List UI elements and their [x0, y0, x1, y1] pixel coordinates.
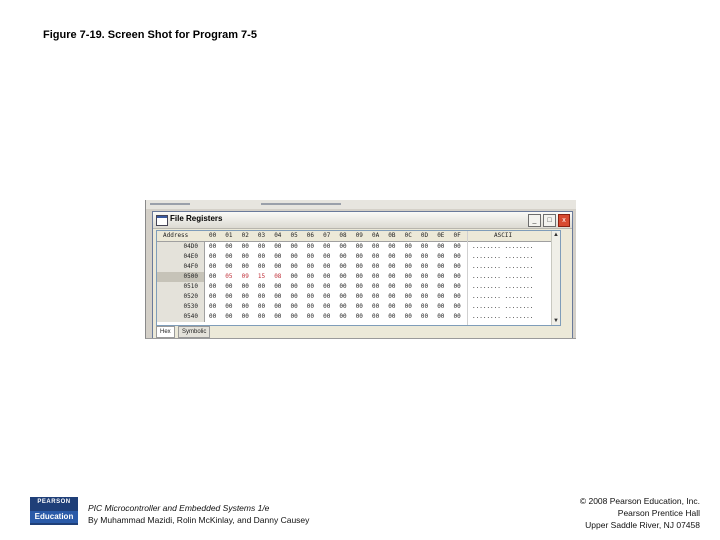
table-row[interactable] [157, 242, 560, 252]
row-address[interactable]: 0500 [157, 272, 205, 282]
grid-header [157, 231, 560, 242]
row-address[interactable]: 0520 [157, 292, 205, 302]
register-cell[interactable]: 00 [323, 273, 331, 280]
register-cell[interactable]: 00 [453, 293, 461, 300]
scroll-up-icon[interactable]: ▲ [553, 232, 559, 238]
ascii-cell: ........ ........ [472, 313, 534, 320]
register-cell[interactable]: 00 [453, 243, 461, 250]
register-cell[interactable]: 00 [372, 243, 380, 250]
header-col: 0C [404, 232, 412, 239]
register-cell[interactable]: 00 [355, 283, 363, 290]
register-cell[interactable]: 00 [420, 303, 429, 310]
register-cell[interactable]: 00 [339, 263, 347, 270]
register-cell[interactable]: 00 [257, 313, 266, 320]
register-cell[interactable]: 00 [290, 313, 298, 320]
register-cell[interactable]: 00 [274, 303, 282, 310]
register-cell[interactable]: 00 [323, 313, 331, 320]
register-cell[interactable]: 00 [388, 273, 396, 280]
register-cell[interactable]: 00 [306, 283, 315, 290]
register-cell[interactable]: 00 [209, 313, 217, 320]
register-cell[interactable]: 00 [339, 303, 347, 310]
header-col: 0D [420, 232, 429, 239]
register-cell[interactable]: 00 [437, 273, 445, 280]
register-cell[interactable]: 00 [372, 253, 380, 260]
register-cell[interactable]: 00 [453, 263, 461, 270]
header-col: 05 [290, 232, 298, 239]
register-cell[interactable]: 00 [290, 303, 298, 310]
row-address[interactable]: 04D0 [157, 242, 205, 252]
register-cell[interactable]: 00 [274, 253, 282, 260]
ascii-separator [467, 231, 468, 325]
file-registers-window [152, 211, 573, 339]
figure-title: Figure 7-19. Screen Shot for Program 7-5 [43, 29, 257, 41]
register-cell[interactable]: 00 [339, 293, 347, 300]
register-cell[interactable]: 00 [420, 293, 429, 300]
register-cell[interactable]: 00 [355, 253, 363, 260]
register-cell[interactable]: 00 [404, 303, 412, 310]
register-cell[interactable]: 15 [257, 273, 266, 280]
row-address[interactable]: 04F0 [157, 262, 205, 272]
copyright-line3: Upper Saddle River, NJ 07458 [585, 520, 700, 530]
header-col: 0F [453, 232, 461, 239]
register-cell[interactable]: 00 [404, 263, 412, 270]
register-cell[interactable]: 00 [306, 263, 315, 270]
register-cell[interactable]: 00 [209, 243, 217, 250]
register-cell[interactable]: 00 [225, 243, 233, 250]
register-cell[interactable]: 00 [241, 283, 249, 290]
book-authors: By Muhammad Mazidi, Rolin McKinlay, and Danny Causey [88, 515, 310, 525]
register-cell[interactable]: 00 [404, 283, 412, 290]
register-cell[interactable]: 00 [209, 293, 217, 300]
header-col: 03 [257, 232, 266, 239]
register-cell[interactable]: 00 [290, 273, 298, 280]
register-cell[interactable]: 00 [257, 243, 266, 250]
ascii-cell: ........ ........ [472, 263, 534, 270]
table-row[interactable] [157, 252, 560, 262]
register-cell[interactable]: 00 [323, 303, 331, 310]
register-cell[interactable]: 00 [323, 253, 331, 260]
ascii-cell: ........ ........ [472, 293, 534, 300]
register-cell[interactable]: 00 [437, 303, 445, 310]
register-cell[interactable]: 00 [225, 293, 233, 300]
copyright-line1: © 2008 Pearson Education, Inc. [579, 496, 700, 506]
register-cell[interactable]: 00 [372, 293, 380, 300]
register-cell[interactable]: 00 [257, 263, 266, 270]
register-cell[interactable]: 00 [241, 313, 249, 320]
pearson-logo [30, 497, 78, 525]
register-cell[interactable]: 09 [241, 273, 249, 280]
register-cell[interactable]: 00 [339, 243, 347, 250]
register-cell[interactable]: 00 [420, 313, 429, 320]
row-address[interactable]: 04E0 [157, 252, 205, 262]
register-cell[interactable]: 00 [241, 243, 249, 250]
copyright-line2: Pearson Prentice Hall [617, 508, 700, 518]
register-cell[interactable]: 00 [404, 313, 412, 320]
table-row[interactable] [157, 282, 560, 292]
register-grid[interactable] [156, 230, 561, 326]
register-cell[interactable]: 00 [306, 293, 315, 300]
header-col: 04 [274, 232, 282, 239]
register-cell[interactable]: 00 [306, 273, 315, 280]
header-col: 08 [339, 232, 347, 239]
window-app-icon [156, 215, 168, 226]
register-cell[interactable]: 00 [437, 313, 445, 320]
register-cell[interactable]: 00 [404, 253, 412, 260]
register-cell[interactable]: 00 [388, 243, 396, 250]
register-cell[interactable]: 00 [241, 253, 249, 260]
register-cell[interactable]: 00 [290, 293, 298, 300]
window-titlebar[interactable] [153, 212, 572, 229]
register-cell[interactable]: 00 [306, 313, 315, 320]
table-row[interactable] [157, 302, 560, 312]
register-cell[interactable]: 00 [437, 253, 445, 260]
minimize-button[interactable]: _ [528, 214, 541, 227]
register-cell[interactable]: 00 [437, 293, 445, 300]
register-cell[interactable]: 00 [453, 253, 461, 260]
ascii-cell: ........ ........ [472, 243, 534, 250]
maximize-button[interactable]: □ [543, 214, 556, 227]
tab-hex[interactable]: Hex [156, 326, 175, 338]
view-tabs [156, 326, 356, 337]
register-cell[interactable]: 00 [323, 283, 331, 290]
register-cell[interactable]: 00 [420, 253, 429, 260]
register-cell[interactable]: 00 [355, 293, 363, 300]
table-row[interactable] [157, 292, 560, 302]
register-cell[interactable]: 00 [453, 303, 461, 310]
tab-symbolic[interactable]: Symbolic [178, 326, 210, 338]
register-cell[interactable]: 00 [372, 273, 380, 280]
register-cell[interactable]: 00 [306, 253, 315, 260]
register-cell[interactable]: 00 [372, 313, 380, 320]
register-cell[interactable]: 00 [225, 263, 233, 270]
register-cell[interactable]: 00 [306, 243, 315, 250]
register-cell[interactable]: 00 [355, 273, 363, 280]
register-cell[interactable]: 00 [372, 283, 380, 290]
register-cell[interactable]: 00 [241, 293, 249, 300]
register-cell[interactable]: 00 [404, 243, 412, 250]
table-row[interactable] [157, 272, 560, 282]
screenshot-frame [145, 200, 576, 339]
ascii-cell: ........ ........ [472, 303, 534, 310]
register-cell[interactable]: 00 [209, 283, 217, 290]
register-cell[interactable]: 00 [290, 253, 298, 260]
row-address[interactable]: 0510 [157, 282, 205, 292]
register-cell[interactable]: 00 [274, 283, 282, 290]
window-title: File Registers [170, 214, 223, 223]
row-address[interactable]: 0530 [157, 302, 205, 312]
logo-bottom-text: Education [30, 511, 78, 523]
header-col: 0E [437, 232, 445, 239]
register-cell[interactable]: 00 [339, 273, 347, 280]
register-cell[interactable]: 00 [257, 253, 266, 260]
register-cell[interactable]: 00 [257, 283, 266, 290]
register-cell[interactable]: 00 [437, 263, 445, 270]
register-cell[interactable]: 00 [274, 243, 282, 250]
table-row[interactable] [157, 262, 560, 272]
background-window-strip [146, 200, 576, 209]
register-cell[interactable]: 00 [209, 253, 217, 260]
register-cell[interactable]: 00 [453, 313, 461, 320]
register-cell[interactable]: 00 [388, 303, 396, 310]
register-cell[interactable]: 05 [225, 273, 233, 280]
register-cell[interactable]: 00 [404, 293, 412, 300]
header-col: 09 [355, 232, 363, 239]
register-cell[interactable]: 00 [225, 303, 233, 310]
row-address[interactable]: 0540 [157, 312, 205, 322]
register-cell[interactable]: 00 [257, 303, 266, 310]
header-col: 02 [241, 232, 249, 239]
header-col: 06 [306, 232, 315, 239]
register-cell[interactable]: 00 [241, 303, 249, 310]
register-cell[interactable]: 00 [209, 303, 217, 310]
close-button[interactable]: x [558, 214, 570, 227]
header-col: 00 [209, 232, 217, 239]
register-cell[interactable]: 00 [241, 263, 249, 270]
register-cell[interactable]: 00 [388, 283, 396, 290]
register-cell[interactable]: 00 [257, 293, 266, 300]
register-cell[interactable]: 00 [290, 243, 298, 250]
register-cell[interactable]: 00 [323, 243, 331, 250]
register-cell[interactable]: 00 [420, 263, 429, 270]
ascii-cell: ........ ........ [472, 283, 534, 290]
register-cell[interactable]: 00 [274, 263, 282, 270]
ascii-cell: ........ ........ [472, 253, 534, 260]
ascii-cell: ........ ........ [472, 273, 534, 280]
register-cell[interactable]: 00 [274, 293, 282, 300]
scroll-down-icon[interactable]: ▼ [553, 318, 559, 324]
register-cell[interactable]: 00 [225, 283, 233, 290]
register-cell[interactable]: 00 [323, 293, 331, 300]
header-col: 01 [225, 232, 233, 239]
register-cell[interactable]: 00 [323, 263, 331, 270]
register-cell[interactable]: 00 [339, 313, 347, 320]
header-ascii: ASCII [494, 232, 513, 239]
book-credit [88, 502, 309, 526]
register-cell[interactable]: 00 [355, 263, 363, 270]
register-cell[interactable]: 00 [372, 303, 380, 310]
register-cell[interactable]: 00 [453, 283, 461, 290]
header-col: 0B [388, 232, 396, 239]
register-cell[interactable]: 00 [404, 273, 412, 280]
register-cell[interactable]: 00 [355, 303, 363, 310]
register-cell[interactable]: 00 [420, 273, 429, 280]
register-cell[interactable]: 00 [339, 283, 347, 290]
register-cell[interactable]: 00 [437, 243, 445, 250]
register-cell[interactable]: 08 [274, 273, 282, 280]
register-cell[interactable]: 00 [388, 253, 396, 260]
register-cell[interactable]: 00 [420, 283, 429, 290]
book-title: PIC Microcontroller and Embedded Systems 1/e [88, 503, 270, 513]
register-cell[interactable]: 00 [225, 253, 233, 260]
register-cell[interactable]: 00 [355, 243, 363, 250]
register-cell[interactable]: 00 [209, 273, 217, 280]
register-cell[interactable]: 00 [388, 263, 396, 270]
header-col: 07 [323, 232, 331, 239]
register-cell[interactable]: 00 [453, 273, 461, 280]
register-cell[interactable]: 00 [290, 263, 298, 270]
logo-top-text: PEARSON [37, 499, 71, 505]
header-address: Address [163, 232, 189, 239]
register-cell[interactable]: 00 [388, 293, 396, 300]
register-cell[interactable]: 00 [372, 263, 380, 270]
register-cell[interactable]: 00 [274, 313, 282, 320]
copyright [580, 495, 700, 531]
header-col: 0A [372, 232, 380, 239]
register-cell[interactable]: 00 [420, 243, 429, 250]
register-cell[interactable]: 00 [209, 263, 217, 270]
vertical-scrollbar[interactable] [551, 231, 560, 325]
register-cell[interactable]: 00 [388, 313, 396, 320]
table-row[interactable] [157, 312, 560, 322]
register-cell[interactable]: 00 [339, 253, 347, 260]
register-cell[interactable]: 00 [437, 283, 445, 290]
register-cell[interactable]: 00 [355, 313, 363, 320]
register-cell[interactable]: 00 [290, 283, 298, 290]
register-cell[interactable]: 00 [306, 303, 315, 310]
register-cell[interactable]: 00 [225, 313, 233, 320]
